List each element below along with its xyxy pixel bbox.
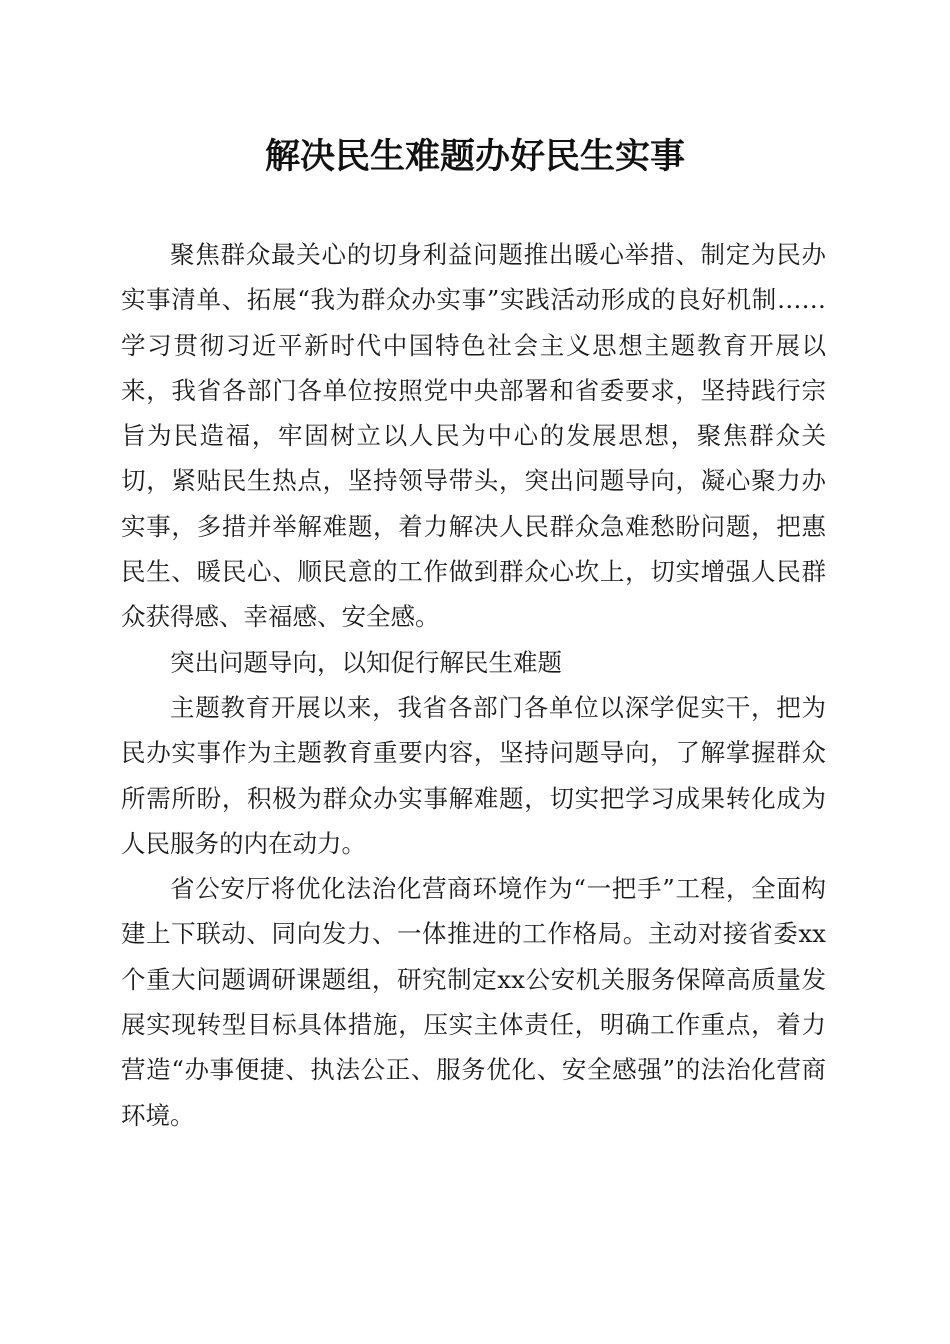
paragraph-intro: 聚焦群众最关心的切身利益问题推出暖心举措、制定为民办实事清单、拓展“我为群众办实事”实践活动形成的良好机制……学习贯彻习近平新时代中国特色社会主义思想主题教育开展以来，我省各部门各单位按照党中央部署和省委要求，坚持践行宗旨为民造福，牢固树立以人民为中心的发展思想，聚焦群众关切，紧贴民生热点，坚持领导带头，突出问题导向，凝心聚力办实事，多措并举解难题，着力解决人民群众急难愁盼问题，把惠民生、暖民心、顺民意的工作做到群众心坎上，切实增强人民群众获得感、幸福感、安全感。 [121, 240, 826, 632]
section-heading: 突出问题导向，以知促行解民生难题 [170, 647, 562, 677]
document-body [121, 232, 826, 1138]
paragraph-public-security: 省公安厅将优化法治化营商环境作为“一把手”工程，全面构建上下联动、同向发力、一体推进的工作格局。主动对接省委xx个重大问题调研课题组，研究制定xx公安机关服务保障高质量发展实现转型目标具体措施，压实主体责任，明确工作重点，着力营造“办事便捷、执法公正、服务优化、安全感强”的法治化营商环境。 [121, 874, 826, 1130]
document-title: 解决民生难题办好民生实事 [264, 136, 685, 177]
paragraph-theme-education: 主题教育开展以来，我省各部门各单位以深学促实干，把为民办实事作为主题教育重要内容，坚持问题导向，了解掌握群众所需所盼，积极为群众办实事解难题，切实把学习成果转化成为人民服务的内在动力。 [121, 692, 826, 858]
